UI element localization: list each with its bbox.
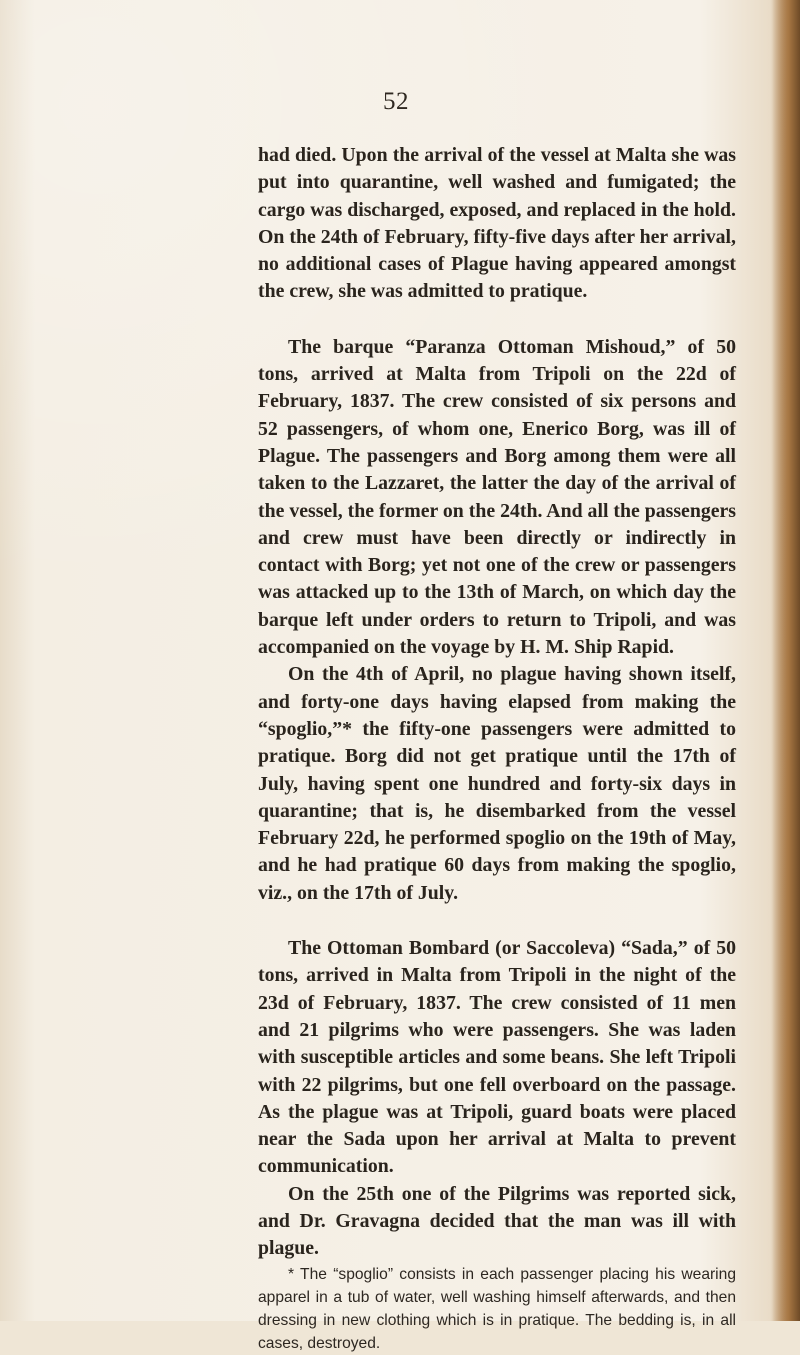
paragraph-2: The barque “Paranza Ottoman Mishoud,” of 50 tons, arrived at Malta from Tripoli on the 22d of February, 1837. The crew consisted of six persons and 52 passengers, of whom one, Enerico Borg, was ill of Plague. The passengers and Borg among them were all taken to the Lazzaret, the latter the day of the arrival of the vessel, the former on the 24th. And all the passengers and crew must have been directly or indirectly in contact with Borg; yet not one of the crew or passengers was attacked up to the 13th of March, on which day the barque left under orders to return to Tripoli, and was accompanied on the voyage by H. M. Ship Rapid. xyxy=(258,335,736,659)
page-content xyxy=(258,142,736,1355)
paragraph-1: had died. Upon the arrival of the vessel at Malta she was put into quarantine, well washed and fumigated; the cargo was discharged, exposed, and replaced in the hold. On the 24th of February, fifty-five days after her arrival, no additional cases of Plague having appeared amongst the crew, she was admitted to pratique. xyxy=(258,144,736,303)
paragraph-spacer xyxy=(258,306,736,334)
paragraph-5: On the 25th one of the Pilgrims was reported sick, and Dr. Gravagna decided that the man was ill with plague. xyxy=(258,1182,736,1260)
page-number: 52 xyxy=(383,88,409,115)
paragraph-4: The Ottoman Bombard (or Saccoleva) “Sada,” of 50 tons, arrived in Malta from Tripoli in the night of the 23d of February, 1837. The crew consisted of 11 men and 21 pilgrims who were passengers. She was laden with susceptible articles and some beans. She left Tripoli with 22 pilgrims, but one fell overboard on the passage. As the plague was at Tripoli, guard boats were placed near the Sada upon her arrival at Malta to prevent communication. xyxy=(258,937,736,1178)
footnote: * The “spoglio” consists in each passenger placing his wearing apparel in a tub of water, well washing himself afterwards, and then dressing in new clothing which is in pratique. The bedding is, in all cases, destroyed. xyxy=(258,1265,736,1352)
paragraph-3: On the 4th of April, no plague having shown itself, and forty-one days having elapsed from making the “spoglio,”* the fifty-one passengers were admitted to pratique. Borg did not get pratique until the 17th of July, having spent one hundred and forty-six days in quarantine; that is, he disembarked from the vessel February 22d, he performed spoglio on the 19th of May, and he had pratique 60 days from making the spoglio, viz., on the 17th of July. xyxy=(258,663,736,904)
paragraph-spacer xyxy=(258,907,736,935)
page-edge-shadow xyxy=(772,0,800,1321)
